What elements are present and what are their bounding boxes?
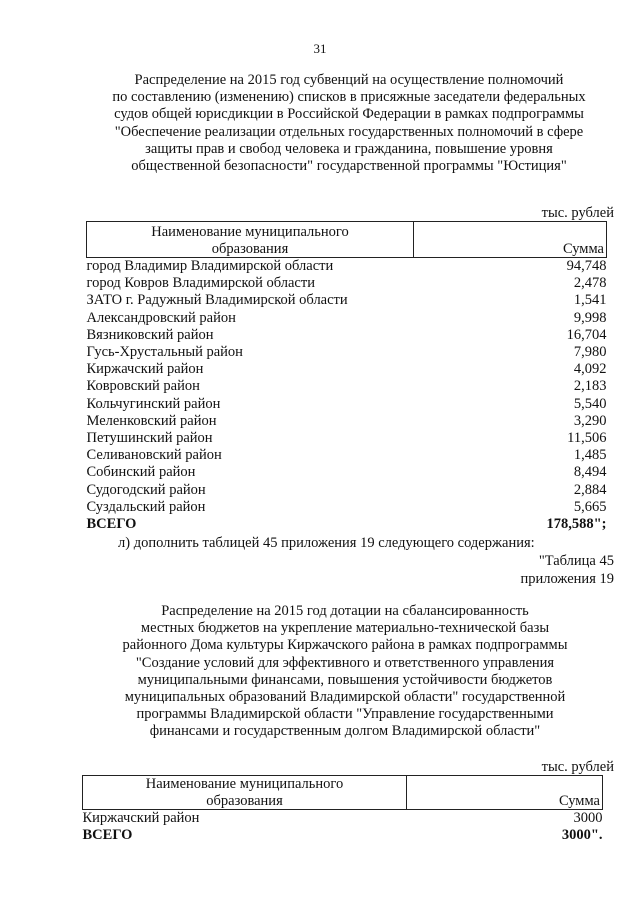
column-header-name: Наименование муниципального образования xyxy=(83,776,407,810)
section2-units: тыс. рублей xyxy=(541,759,614,775)
section1-units: тыс. рублей xyxy=(541,205,614,221)
table-row xyxy=(87,275,607,292)
title-line: защиты прав и свобод человека и гражданина, повышение уровня xyxy=(145,140,553,157)
section2-title xyxy=(40,603,640,741)
row-name: Судогодский район xyxy=(86,481,206,498)
row-name: город Владимир Владимирской области xyxy=(86,258,334,274)
section2-table xyxy=(82,775,603,844)
row-name: Меленковский район xyxy=(86,412,217,429)
title-line: Распределение на 2015 год субвенций на осуществление полномочий xyxy=(134,72,564,88)
row-name: Кольчугинский район xyxy=(86,395,221,412)
row-value: 16,704 xyxy=(566,326,607,343)
table-row xyxy=(87,344,607,361)
row-name: Ковровский район xyxy=(86,378,200,395)
table-row xyxy=(87,464,607,481)
instruction-text: л) дополнить таблицей 45 приложения 19 следующего содержания: xyxy=(118,535,535,551)
row-value: 1,541 xyxy=(573,292,607,309)
row-value: 94,748 xyxy=(566,258,607,274)
row-value: 5,665 xyxy=(573,498,607,515)
row-value: 3000 xyxy=(573,810,603,826)
row-name: Селивановский район xyxy=(86,447,222,464)
column-header-name: Наименование муниципального образования xyxy=(87,222,414,258)
row-value: 2,478 xyxy=(573,275,607,292)
row-value: 11,506 xyxy=(567,430,607,447)
row-value: 3,290 xyxy=(573,412,607,429)
row-name: ЗАТО г. Радужный Владимирской области xyxy=(86,292,348,309)
title-line: Распределение на 2015 год дотации на сбалансированность xyxy=(161,603,529,619)
title-line: общественной безопасности" государственной программы "Юстиция" xyxy=(131,158,567,175)
row-value: 4,092 xyxy=(573,361,607,378)
table-row xyxy=(87,378,607,395)
table-label-line1: "Таблица 45 xyxy=(538,553,614,569)
row-value: 7,980 xyxy=(573,344,607,361)
total-label: ВСЕГО xyxy=(82,827,133,844)
table-row xyxy=(87,361,607,378)
total-row xyxy=(87,516,607,533)
table-row xyxy=(87,413,607,430)
title-line: финансами и государственным долгом Владимирской области" xyxy=(149,723,541,740)
row-name: Киржачский район xyxy=(82,810,200,826)
table-row xyxy=(87,327,607,344)
table-row xyxy=(87,292,607,309)
total-row xyxy=(83,827,603,844)
title-line: судов общей юрисдикции в Российской Федерации в рамках подпрограммы xyxy=(114,106,584,123)
row-value: 8,494 xyxy=(573,464,607,481)
table-row xyxy=(87,258,607,276)
title-line: муниципальными финансами, повышения устойчивости бюджетов xyxy=(137,671,553,688)
table-row xyxy=(83,810,603,828)
row-value: 2,884 xyxy=(573,481,607,498)
table-row xyxy=(87,447,607,464)
row-name: Петушинский район xyxy=(86,430,213,447)
title-line: районного Дома культуры Киржачского района в рамках подпрограммы xyxy=(122,637,568,654)
title-line: "Создание условий для эффективного и ответственного управления xyxy=(135,654,555,671)
row-name: Суздальский район xyxy=(86,498,206,515)
table-row xyxy=(87,310,607,327)
row-value: 1,485 xyxy=(573,447,607,464)
table-label-line2: приложения 19 xyxy=(520,571,614,587)
table-row xyxy=(87,482,607,499)
title-line: местных бюджетов на укрепление материально-технической базы xyxy=(140,620,550,637)
table-row xyxy=(87,499,607,516)
row-name: Вязниковский район xyxy=(86,326,214,343)
row-name: Гусь-Хрустальный район xyxy=(86,344,243,361)
section1-table xyxy=(86,221,607,533)
row-value: 9,998 xyxy=(573,309,607,326)
total-value: 178,588"; xyxy=(546,516,607,533)
title-line: по составлению (изменению) списков в присяжные заседатели федеральных xyxy=(112,89,586,106)
title-line: программы Владимирской области "Управление государственными xyxy=(136,706,554,723)
table-row xyxy=(87,396,607,413)
row-name: город Ковров Владимирской области xyxy=(86,275,315,292)
row-name: Александровский район xyxy=(86,309,236,326)
title-line: муниципальных образований Владимирской области" государственной xyxy=(124,689,566,706)
column-header-sum: Сумма xyxy=(414,222,607,258)
total-label: ВСЕГО xyxy=(86,516,137,533)
table-row xyxy=(87,430,607,447)
row-name: Киржачский район xyxy=(86,361,204,378)
title-line: "Обеспечение реализации отдельных государственных полномочий в сфере xyxy=(114,123,584,140)
table-header-row xyxy=(83,776,603,810)
page-number: 31 xyxy=(313,41,327,56)
table-header-row xyxy=(87,222,607,258)
section1-title xyxy=(44,72,640,175)
column-header-sum: Сумма xyxy=(407,776,603,810)
row-name: Собинский район xyxy=(86,464,196,481)
row-value: 2,183 xyxy=(573,378,607,395)
total-value: 3000". xyxy=(561,827,603,844)
row-value: 5,540 xyxy=(573,395,607,412)
